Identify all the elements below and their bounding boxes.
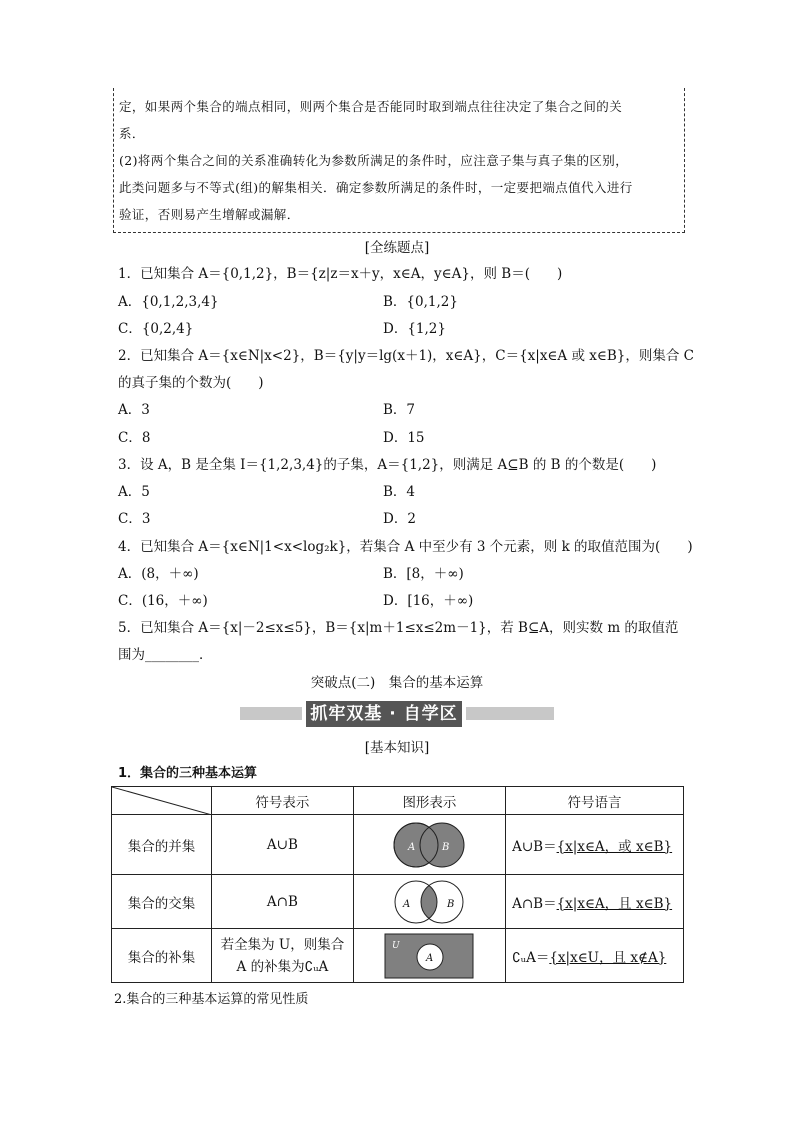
question-3-option-d: D．2 <box>383 511 416 527</box>
venn-intersection <box>353 875 505 929</box>
banner-bar-right <box>466 707 554 720</box>
symbol-line: 若全集为 U，则集合 <box>220 936 345 953</box>
banner: 抓牢双基 · 自学区 <box>306 701 462 727</box>
question-1-option-c: C．{0,2,4} <box>118 321 194 337</box>
table-corner-cell <box>112 787 212 815</box>
subheading-properties: 2.集合的三种基本运算的常见性质 <box>114 992 309 1007</box>
venn-label-u: U <box>392 940 401 951</box>
question-2-option-d: D．15 <box>383 430 425 446</box>
question-2-option-a: A．3 <box>118 402 150 418</box>
symbol-line: A 的补集为∁ᵤA <box>236 958 329 975</box>
note-line: (2)将两个集合之间的关系准确转化为参数所满足的条件时，应注意子集与真子集的区别， <box>119 153 629 168</box>
practice-heading: [全练题点] <box>364 240 430 256</box>
section-title: 突破点(二) 集合的基本运算 <box>310 675 484 691</box>
lang-prefix: ∁ᵤA＝ <box>512 949 550 966</box>
question-4-option-d: D．[16，＋∞) <box>383 593 474 609</box>
question-3-stem: 3．设 A，B 是全集 I＝{1,2,3,4}的子集，A＝{1,2}，则满足 A⊆B 的 B 的个数是( ) <box>118 457 657 473</box>
question-3-option-c: C．3 <box>118 511 151 527</box>
question-4-stem: 4．已知集合 A＝{x∈N|1<x<log₂k}，若集合 A 中至少有 3 个元素，则 k 的取值范围为( ) <box>118 539 693 555</box>
question-1-option-d: D．{1,2} <box>383 321 446 337</box>
row-name: 集合的并集 <box>112 815 212 875</box>
venn-complement <box>353 929 505 983</box>
venn-union <box>353 815 505 875</box>
table-row <box>112 875 684 929</box>
header-language: 符号语言 <box>506 787 684 815</box>
lang-prefix: A∪B＝ <box>512 838 557 855</box>
question-1-stem: 1．已知集合 A＝{0,1,2}，B＝{z|z＝x＋y，x∈A，y∈A}，则 B＝( ) <box>118 266 563 282</box>
row-language <box>506 929 684 983</box>
question-1-option-b: B．{0,1,2} <box>383 294 458 310</box>
row-language <box>506 875 684 929</box>
note-line: 系． <box>119 126 145 141</box>
question-2-option-c: C．8 <box>118 430 151 446</box>
question-4-option-c: C．(16，＋∞) <box>118 593 208 609</box>
operations-table <box>111 786 684 983</box>
table-row <box>112 815 684 875</box>
venn-label-a: A <box>426 952 434 964</box>
banner-bar-left <box>240 707 302 720</box>
lang-definition: {x|x∈U，且 x∉A} <box>549 949 667 966</box>
note-line: 验证，否则易产生增解或漏解． <box>119 207 300 222</box>
venn-label-b: B <box>442 841 450 853</box>
row-name: 集合的补集 <box>112 929 212 983</box>
basic-heading: [基本知识] <box>364 740 430 756</box>
table-row <box>112 929 684 983</box>
question-3-option-b: B．4 <box>383 484 416 500</box>
question-4-option-a: A．(8，＋∞) <box>118 566 199 582</box>
diagonal-line <box>112 787 212 815</box>
lang-definition: {x|x∈A，且 x∈B} <box>556 895 673 912</box>
row-symbol <box>212 929 354 983</box>
header-graphic: 图形表示 <box>353 787 505 815</box>
venn-label-a: A <box>403 898 411 910</box>
venn-label-a: A <box>408 841 416 853</box>
question-4-option-b: B．[8，＋∞) <box>383 566 464 582</box>
question-3-option-a: A．5 <box>118 484 150 500</box>
question-5-stem-cont: 围为________． <box>118 647 213 663</box>
lang-definition: {x|x∈A，或 x∈B} <box>556 838 673 855</box>
note-line: 此类问题多与不等式(组)的解集相关．确定参数所满足的条件时，一定要把端点值代入进行 <box>119 180 633 195</box>
row-symbol: A∪B <box>212 815 354 875</box>
lang-prefix: A∩B＝ <box>512 895 557 912</box>
question-2-stem-cont: 的真子集的个数为( ) <box>118 375 264 391</box>
row-language <box>506 815 684 875</box>
header-symbol: 符号表示 <box>212 787 354 815</box>
question-2-stem: 2．已知集合 A＝{x∈N|x<2}，B＝{y|y＝lg(x＋1)，x∈A}，C＝{x|x∈A 或 x∈B}，则集合 C <box>118 348 694 364</box>
row-name: 集合的交集 <box>112 875 212 929</box>
question-5-stem: 5．已知集合 A＝{x|－2≤x≤5}，B＝{x|m＋1≤x≤2m－1}，若 B⊆A，则实数 m 的取值范 <box>118 620 679 636</box>
subheading-operations: 1．集合的三种基本运算 <box>118 766 258 781</box>
note-line: 定，如果两个集合的端点相同，则两个集合是否能同时取到端点往往决定了集合之间的关 <box>119 99 623 114</box>
venn-label-b: B <box>447 898 455 910</box>
row-symbol: A∩B <box>212 875 354 929</box>
question-2-option-b: B．7 <box>383 402 416 418</box>
question-1-option-a: A．{0,1,2,3,4} <box>118 294 219 310</box>
